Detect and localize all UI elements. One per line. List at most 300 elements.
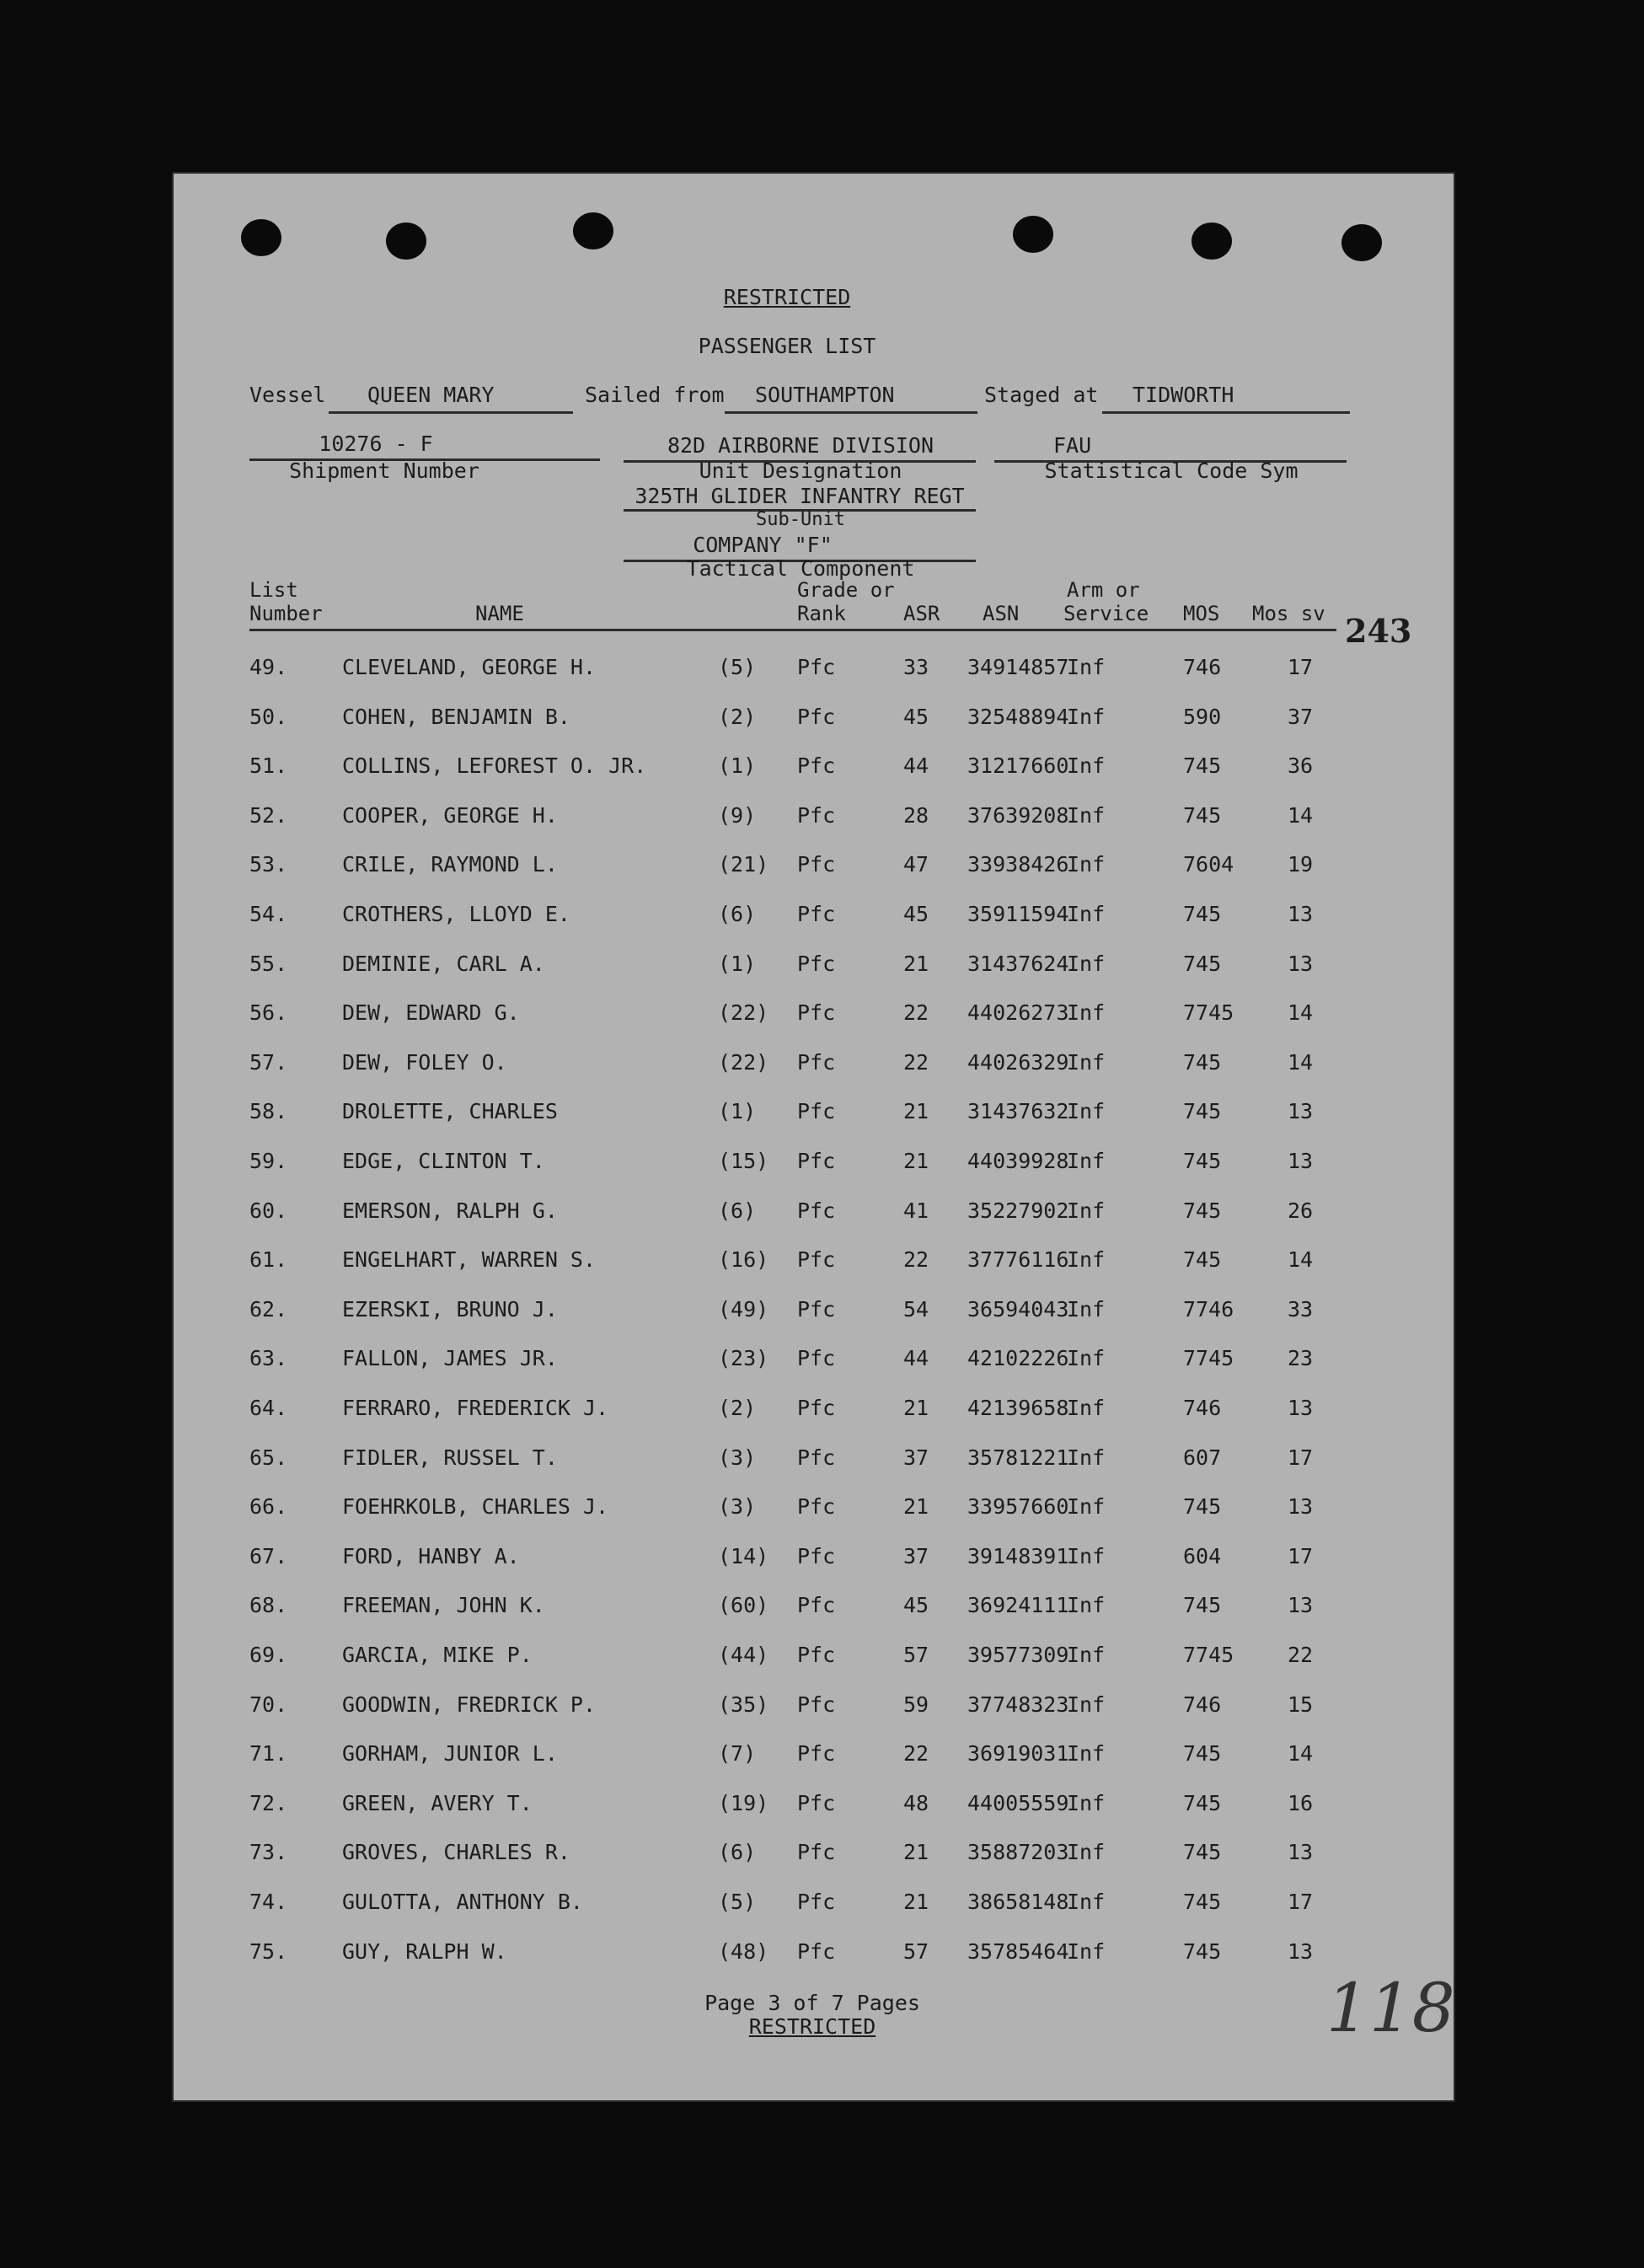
row-mos-sv: 13 [1288,1099,1314,1123]
document-page [172,172,1455,2102]
row-code: (49) [718,1297,769,1322]
row-asn: 39148391 [967,1544,1069,1568]
row-mos-sv: 13 [1288,902,1314,926]
row-mos: 745 [1183,1149,1222,1173]
row-arm: Inf [1067,1593,1106,1617]
row-asn: 35781221 [967,1445,1069,1470]
row-code: (44) [718,1643,769,1667]
row-mos: 7745 [1183,1000,1234,1025]
row-grade: Pfc [797,1741,836,1766]
row-number: 64. [249,1396,288,1420]
table-row [172,1490,1455,1524]
row-grade: Pfc [797,1297,836,1322]
row-mos: 745 [1183,1939,1222,1964]
row-code: (5) [718,655,757,679]
row-asn: 35911594 [967,902,1069,926]
row-name: DEMINIE, CARL A. [342,952,545,976]
table-row [172,1540,1455,1574]
row-asn: 31217660 [967,753,1069,778]
row-asr: 48 [903,1791,929,1815]
row-mos: 7745 [1183,1346,1234,1370]
table-row [172,1194,1455,1228]
row-mos: 590 [1183,705,1222,729]
row-name: GUY, RALPH W. [342,1939,507,1964]
row-asn: 37748323 [967,1692,1069,1717]
table-row [172,700,1455,734]
row-arm: Inf [1067,1247,1106,1272]
table-row [172,1787,1455,1820]
row-asr: 41 [903,1198,929,1223]
row-mos: 607 [1183,1445,1222,1470]
row-grade: Pfc [797,1593,836,1617]
row-arm: Inf [1067,655,1106,679]
row-code: (16) [718,1247,769,1272]
row-grade: Pfc [797,1445,836,1470]
row-mos-sv: 13 [1288,952,1314,976]
row-name: CLEVELAND, GEORGE H. [342,655,597,679]
row-number: 60. [249,1198,288,1223]
punch-hole [386,223,426,260]
row-arm: Inf [1067,952,1106,976]
col-mos: MOS [1183,602,1220,625]
table-row [172,1688,1455,1722]
row-asn: 42102226 [967,1346,1069,1370]
row-arm: Inf [1067,803,1106,828]
row-mos-sv: 17 [1288,655,1314,679]
row-code: (3) [718,1445,757,1470]
row-number: 66. [249,1494,288,1519]
row-mos: 745 [1183,952,1222,976]
row-grade: Pfc [797,1099,836,1123]
row-code: (14) [718,1544,769,1568]
row-mos: 7745 [1183,1643,1234,1667]
row-asr: 21 [903,1890,929,1914]
row-code: (6) [718,902,757,926]
row-mos: 7604 [1183,852,1234,877]
row-code: (19) [718,1791,769,1815]
row-code: (1) [718,753,757,778]
row-name: DEW, EDWARD G. [342,1000,520,1025]
row-asn: 37776116 [967,1247,1069,1272]
punch-hole [1013,216,1053,253]
row-number: 71. [249,1741,288,1766]
row-asr: 21 [903,952,929,976]
row-asr: 44 [903,753,929,778]
row-arm: Inf [1067,1396,1106,1420]
row-code: (35) [718,1692,769,1717]
row-grade: Pfc [797,655,836,679]
row-name: FOEHRKOLB, CHARLES J. [342,1494,609,1519]
row-code: (22) [718,1000,769,1025]
header-underline [249,629,1336,631]
row-arm: Inf [1067,1445,1106,1470]
row-arm: Inf [1067,1643,1106,1667]
row-mos-sv: 15 [1288,1692,1314,1717]
row-name: GARCIA, MIKE P. [342,1643,533,1667]
row-asn: 42139658 [967,1396,1069,1420]
row-mos: 745 [1183,902,1222,926]
row-arm: Inf [1067,852,1106,877]
row-number: 65. [249,1445,288,1470]
row-asr: 57 [903,1643,929,1667]
row-number: 75. [249,1939,288,1964]
row-asr: 21 [903,1840,929,1864]
row-arm: Inf [1067,1050,1106,1075]
table-row [172,749,1455,783]
row-name: EZERSKI, BRUNO J. [342,1297,558,1322]
row-code: (6) [718,1840,757,1864]
row-number: 54. [249,902,288,926]
row-name: DROLETTE, CHARLES [342,1099,558,1123]
row-mos-sv: 16 [1288,1791,1314,1815]
row-name: GULOTTA, ANTHONY B. [342,1890,583,1914]
row-mos-sv: 17 [1288,1445,1314,1470]
row-grade: Pfc [797,1346,836,1370]
table-row [172,1589,1455,1622]
row-number: 55. [249,952,288,976]
row-code: (2) [718,1396,757,1420]
row-code: (5) [718,1890,757,1914]
table-row [172,848,1455,882]
row-mos: 745 [1183,1741,1222,1766]
row-mos-sv: 26 [1288,1198,1314,1223]
row-mos-sv: 23 [1288,1346,1314,1370]
row-code: (23) [718,1346,769,1370]
row-code: (15) [718,1149,769,1173]
row-mos: 745 [1183,753,1222,778]
row-mos-sv: 17 [1288,1544,1314,1568]
row-number: 56. [249,1000,288,1025]
table-row [172,947,1455,981]
sailed-underline [725,411,977,414]
row-arm: Inf [1067,1000,1106,1025]
col-asn: ASN [983,602,1020,625]
row-grade: Pfc [797,1643,836,1667]
row-mos-sv: 14 [1288,1741,1314,1766]
shipment-label: Shipment Number [289,458,479,483]
row-grade: Pfc [797,1939,836,1964]
row-name: COHEN, BENJAMIN B. [342,705,570,729]
row-name: FERRARO, FREDERICK J. [342,1396,609,1420]
row-number: 59. [249,1149,288,1173]
row-mos-sv: 22 [1288,1643,1314,1667]
row-mos-sv: 37 [1288,705,1314,729]
row-asr: 33 [903,655,929,679]
row-mos-sv: 13 [1288,1593,1314,1617]
row-code: (7) [718,1741,757,1766]
row-asr: 37 [903,1544,929,1568]
row-mos-sv: 14 [1288,803,1314,828]
row-name: ENGELHART, WARREN S. [342,1247,597,1272]
tactical-value: COMPANY "F" [693,533,833,557]
row-mos-sv: 36 [1288,753,1314,778]
row-mos: 745 [1183,1050,1222,1075]
row-code: (1) [718,952,757,976]
row-mos-sv: 13 [1288,1840,1314,1864]
row-mos: 746 [1183,655,1222,679]
row-arm: Inf [1067,1494,1106,1519]
subunit-label: Sub-Unit [756,509,845,530]
row-grade: Pfc [797,753,836,778]
row-name: GOODWIN, FREDRICK P. [342,1692,597,1717]
table-row [172,799,1455,833]
row-code: (1) [718,1099,757,1123]
row-grade: Pfc [797,852,836,877]
row-grade: Pfc [797,1198,836,1223]
unit-value: 82D AIRBORNE DIVISION [667,433,934,458]
row-number: 70. [249,1692,288,1717]
col-mos-sv: Mos sv [1252,602,1325,625]
row-code: (6) [718,1198,757,1223]
row-asr: 22 [903,1000,929,1025]
row-number: 58. [249,1099,288,1123]
row-name: CRILE, RAYMOND L. [342,852,558,877]
stamp-page-number: 243 [1345,612,1412,650]
row-asr: 45 [903,705,929,729]
row-asn: 31437632 [967,1099,1069,1123]
row-name: COLLINS, LEFOREST O. JR. [342,753,647,778]
row-mos: 746 [1183,1396,1222,1420]
table-row [172,996,1455,1030]
row-arm: Inf [1067,1099,1106,1123]
row-asn: 37639208 [967,803,1069,828]
row-arm: Inf [1067,1840,1106,1864]
col-name: NAME [475,602,524,625]
row-asr: 22 [903,1247,929,1272]
row-asr: 45 [903,1593,929,1617]
row-arm: Inf [1067,902,1106,926]
sailed-label: Sailed from [585,383,725,407]
row-asn: 38658148 [967,1890,1069,1914]
row-code: (9) [718,803,757,828]
row-code: (2) [718,705,757,729]
row-name: DEW, FOLEY O. [342,1050,507,1075]
table-row [172,1095,1455,1129]
row-mos-sv: 17 [1288,1890,1314,1914]
row-arm: Inf [1067,1741,1106,1766]
row-asr: 28 [903,803,929,828]
row-arm: Inf [1067,1890,1106,1914]
row-grade: Pfc [797,952,836,976]
table-row [172,1638,1455,1672]
row-code: (3) [718,1494,757,1519]
row-grade: Pfc [797,1791,836,1815]
row-asn: 34914857 [967,655,1069,679]
table-row [172,1935,1455,1969]
col-list-number: List Number [249,578,323,625]
table-row [172,1391,1455,1425]
row-mos-sv: 13 [1288,1149,1314,1173]
row-asr: 21 [903,1396,929,1420]
row-mos-sv: 33 [1288,1297,1314,1322]
row-asr: 22 [903,1741,929,1766]
row-number: 57. [249,1050,288,1075]
row-mos: 745 [1183,1791,1222,1815]
row-mos-sv: 14 [1288,1000,1314,1025]
row-number: 52. [249,803,288,828]
table-row [172,1046,1455,1080]
row-asr: 59 [903,1692,929,1717]
row-code: (21) [718,852,769,877]
row-mos: 745 [1183,1593,1222,1617]
subunit-value: 325TH GLIDER INFANTRY REGT [635,484,965,508]
row-name: COOPER, GEORGE H. [342,803,558,828]
table-row [172,1441,1455,1475]
row-name: FALLON, JAMES JR. [342,1346,558,1370]
row-name: FORD, HANBY A. [342,1544,520,1568]
row-mos: 745 [1183,1840,1222,1864]
row-number: 50. [249,705,288,729]
row-name: FIDLER, RUSSEL T. [342,1445,558,1470]
row-asr: 21 [903,1149,929,1173]
shipment-value: 10276 - F [319,432,433,456]
row-grade: Pfc [797,1890,836,1914]
row-grade: Pfc [797,1840,836,1864]
row-asn: 32548894 [967,705,1069,729]
col-grade: Grade or Rank [797,578,895,625]
row-mos: 745 [1183,1494,1222,1519]
row-mos: 745 [1183,1099,1222,1123]
punch-hole [1341,224,1382,261]
classification-top: RESTRICTED [723,285,851,309]
row-asr: 21 [903,1099,929,1123]
table-row [172,1836,1455,1869]
row-number: 63. [249,1346,288,1370]
row-number: 61. [249,1247,288,1272]
row-asn: 44039928 [967,1149,1069,1173]
row-grade: Pfc [797,1692,836,1717]
row-arm: Inf [1067,753,1106,778]
row-grade: Pfc [797,1544,836,1568]
row-arm: Inf [1067,705,1106,729]
row-asr: 37 [903,1445,929,1470]
col-arm: Arm or Service [1063,578,1149,625]
row-mos-sv: 14 [1288,1247,1314,1272]
row-mos: 604 [1183,1544,1222,1568]
tactical-label: Tactical Component [686,556,915,581]
row-number: 72. [249,1791,288,1815]
table-row [172,898,1455,931]
row-asn: 36924111 [967,1593,1069,1617]
row-number: 69. [249,1643,288,1667]
row-asn: 33938426 [967,852,1069,877]
row-name: CROTHERS, LLOYD E. [342,902,570,926]
row-name: EDGE, CLINTON T. [342,1149,545,1173]
row-mos: 745 [1183,1890,1222,1914]
vessel-label: Vessel [249,383,326,407]
table-row [172,1885,1455,1919]
row-asn: 44026273 [967,1000,1069,1025]
row-asn: 39577309 [967,1643,1069,1667]
row-arm: Inf [1067,1149,1106,1173]
row-asn: 35785464 [967,1939,1069,1964]
row-number: 62. [249,1297,288,1322]
row-mos: 745 [1183,1198,1222,1223]
row-grade: Pfc [797,902,836,926]
vessel-underline [329,411,573,414]
row-asn: 33957660 [967,1494,1069,1519]
row-code: (22) [718,1050,769,1075]
row-arm: Inf [1067,1297,1106,1322]
vessel-value: QUEEN MARY [367,383,495,407]
row-name: GORHAM, JUNIOR L. [342,1741,558,1766]
table-row [172,1293,1455,1327]
row-asn: 36919031 [967,1741,1069,1766]
row-mos: 745 [1183,803,1222,828]
row-arm: Inf [1067,1544,1106,1568]
row-asn: 35887203 [967,1840,1069,1864]
row-asn: 44005559 [967,1791,1069,1815]
staged-underline [1102,411,1350,414]
col-asr: ASR [903,602,940,625]
row-mos-sv: 13 [1288,1494,1314,1519]
row-asr: 57 [903,1939,929,1964]
row-grade: Pfc [797,1149,836,1173]
row-grade: Pfc [797,1494,836,1519]
row-grade: Pfc [797,803,836,828]
row-mos-sv: 14 [1288,1050,1314,1075]
punch-hole [573,212,613,249]
row-asr: 45 [903,902,929,926]
row-mos-sv: 13 [1288,1396,1314,1420]
row-code: (48) [718,1939,769,1964]
row-name: EMERSON, RALPH G. [342,1198,558,1223]
row-grade: Pfc [797,1050,836,1075]
row-arm: Inf [1067,1939,1106,1964]
stat-value: FAU [1053,433,1092,458]
row-arm: Inf [1067,1791,1106,1815]
classification-bottom: RESTRICTED [748,2014,876,2039]
row-asr: 21 [903,1494,929,1519]
row-mos-sv: 13 [1288,1939,1314,1964]
page-indicator: Page 3 of 7 Pages [704,1991,920,2015]
sailed-value: SOUTHAMPTON [755,383,895,407]
row-number: 67. [249,1544,288,1568]
row-asr: 47 [903,852,929,877]
row-grade: Pfc [797,1000,836,1025]
staged-label: Staged at [984,383,1099,407]
row-grade: Pfc [797,705,836,729]
row-arm: Inf [1067,1346,1106,1370]
row-asn: 36594043 [967,1297,1069,1322]
row-name: GREEN, AVERY T. [342,1791,533,1815]
stat-label: Statistical Code Sym [1044,458,1299,483]
table-row [172,1342,1455,1375]
row-number: 73. [249,1840,288,1864]
row-mos: 7746 [1183,1297,1234,1322]
row-grade: Pfc [797,1396,836,1420]
row-grade: Pfc [797,1247,836,1272]
row-arm: Inf [1067,1198,1106,1223]
row-asn: 44026329 [967,1050,1069,1075]
row-number: 68. [249,1593,288,1617]
row-number: 51. [249,753,288,778]
table-row [172,1737,1455,1771]
row-name: GROVES, CHARLES R. [342,1840,570,1864]
row-asr: 22 [903,1050,929,1075]
row-number: 74. [249,1890,288,1914]
row-asr: 54 [903,1297,929,1322]
table-row [172,1145,1455,1178]
row-number: 53. [249,852,288,877]
row-asn: 31437624 [967,952,1069,976]
unit-label: Unit Designation [699,458,902,483]
row-mos: 745 [1183,1247,1222,1272]
row-asr: 44 [903,1346,929,1370]
table-row [172,651,1455,684]
table-row [172,1243,1455,1277]
punch-hole [1191,223,1232,260]
